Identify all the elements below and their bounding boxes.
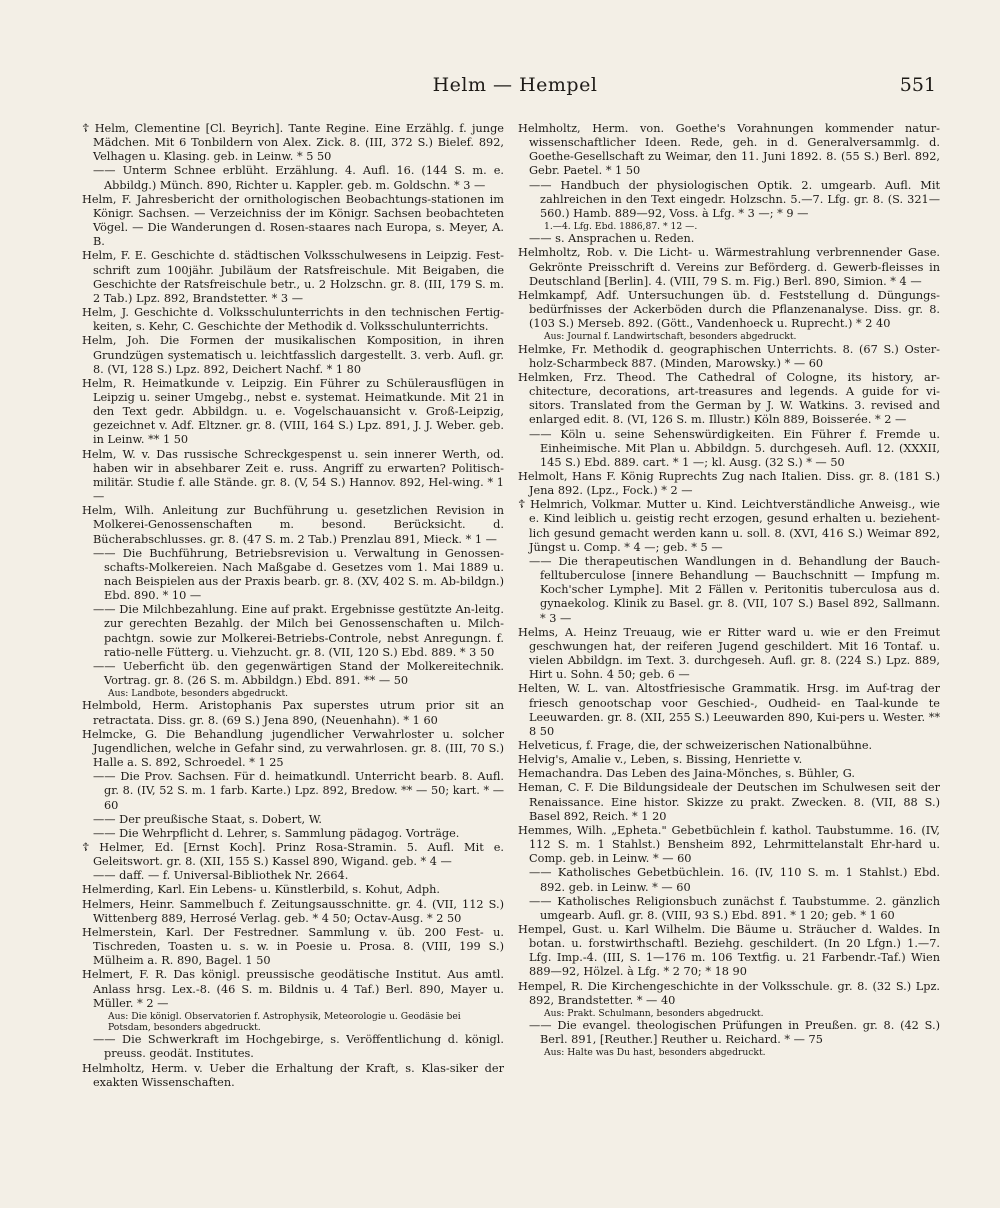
sub-entry: —— Unterm Schnee erblüht. Erzählung. 4. Aufl. 16. (144 S. m. e. Abbildg.) Münch. 890, Richter u. Kappler. geb. m. Goldschn. * 3 — <box>93 164 504 192</box>
sub-entry: —— Katholisches Religionsbuch zunächst f. Taubstumme. 2. gänzlich umgearb. Aufl. gr. 8. (VIII, 93 S.) Ebd. 891. * 1 20; geb. * 1 60 <box>529 894 940 922</box>
bibliography-entry: Helm, Joh. Die Formen der musikalischen Komposition, in ihren Grundzügen systematisch u. leichtfasslich dargestellt. 3. verb. Aufl. gr. 8. (VI, 128 S.) Lpz. 892, Deichert Nachf. * 1 80 <box>82 334 504 376</box>
sub-entry: —— s. Ansprachen u. Reden. <box>529 232 695 246</box>
sub-entry: —— Ueberficht üb. den gegenwärtigen Stand der Molkereitechnik. Vortrag. gr. 8. (26 S. m. Abbildgn.) Ebd. 891. ** — 50 <box>93 659 504 688</box>
sub-entry: —— Die Schwerkraft im Hochgebirge, s. Veröffentlichung d. königl. preuss. geodät. Institutes. <box>93 1033 504 1061</box>
bibliography-entry: Heman, C. F. Die Bildungsideale der Deutschen im Schulwesen seit der Renaissance. Eine histor. Skizze zu prakt. Zwecken. 8. (VII, 88 S.) Basel 892, Reich. * 1 20 <box>518 781 940 823</box>
entry-note: Aus: Halte was Du hast, besonders abgedruckt. <box>544 1047 766 1059</box>
bibliography-entry: Helmerstein, Karl. Der Festredner. Sammlung v. üb. 200 Fest- u. Tischreden, Toasten u. s. w. in Poesie u. Prosa. 8. (VIII, 199 S.) Mülheim a. R. 890, Bagel. 1 50 <box>82 925 504 968</box>
bibliography-entry: Helm, F. Jahresbericht der ornithologischen Beobachtungs-stationen im Königr. Sachsen. — Verzeichniss der im Königr. Sachsen beobachteten Vögel. — Die Wanderungen d. Rosen-staares nach Europa, s. Meyer, A. B. <box>82 192 504 249</box>
bibliography-entry: Helmert, F. R. Das königl. preussische geodätische Institut. Aus amtl. Anlass hrsg. Lex.-8. (46 S. m. Bildnis u. 4 Taf.) Berl. 890, Mayer u. Müller. * 2 — <box>82 968 504 1010</box>
bibliography-entry: ☦ Helmrich, Volkmar. Mutter u. Kind. Leichtverständliche Anweisg., wie e. Kind leiblich u. geistig recht erzogen, gesund erhalten u. beziehent-lich gesund gemacht werden kann u. soll. 8. (XVI, 416 S.) Weimar 892, Jüngst u. Comp. * 4 —; geb. * 5 — <box>518 498 940 554</box>
bibliography-entry: Helmbold, Herm. Aristophanis Pax superstes utrum prior sit an retractata. Diss. gr. 8. (69 S.) Jena 890, (Neuenhahn). * 1 60 <box>82 699 504 727</box>
entry-note: Aus: Journal f. Landwirtschaft, besonders abgedruckt. <box>544 331 797 343</box>
sub-entry: —— Köln u. seine Sehenswürdigkeiten. Ein Führer f. Fremde u. Einheimische. Mit Plan u. Abbildgn. 5. durchgeseh. Aufl. 12. (XXXII, 145 S.) Ebd. 889. cart. * 1 —; kl. Ausg. (32 S.) * — 50 <box>529 427 940 469</box>
sub-entry: —— Die evangel. theologischen Prüfungen in Preußen. gr. 8. (42 S.) Berl. 891, [Reuther.] Reuther u. Reichard. * — 75 <box>529 1019 940 1047</box>
bibliography-entry: Helm, J. Geschichte d. Volksschulunterrichts in den technischen Fertig-keiten, s. Kehr, C. Geschichte der Methodik d. Volksschulunterrichts. <box>82 306 504 334</box>
bibliography-entry: ☦ Helm, Clementine [Cl. Beyrich]. Tante Regine. Eine Erzählg. f. junge Mädchen. Mit 6 Tonbildern von Alex. Zick. 8. (III, 372 S.) Bielef. 892, Velhagen u. Klasing. geb. in Leinw. * 5 50 <box>82 122 504 164</box>
sub-entry: —— Die Milchbezahlung. Eine auf prakt. Ergebnisse gestützte An-leitg. zur gerechten Bezahlg. der Milch bei Genossenschaften u. Milch-pachtgn. sowie zur Molkerei-Betriebs-Controle, nebst Anregungn. f. ratio-nelle Fütterg. u. Viehzucht. gr. 8. (VII, 120 S.) Ebd. 889. * 3 50 <box>93 603 504 659</box>
entry-note: Aus: Prakt. Schulmann, besonders abgedruckt. <box>544 1007 764 1019</box>
bibliography-entry: Helmcke, G. Die Behandlung jugendlicher Verwahrloster u. solcher Jugendlichen, welche in Gefahr sind, zu verwahrlosen. gr. 8. (III, 70 S.) Halle a. S. 892, Schroedel. * 1 25 <box>82 727 504 770</box>
sub-entry: —— Die Wehrpflicht d. Lehrer, s. Sammlung pädagog. Vorträge. <box>93 826 460 840</box>
bibliography-entry: Helmers, Heinr. Sammelbuch f. Zeitungsausschnitte. gr. 4. (VII, 112 S.) Wittenberg 889, Herrosé Verlag. geb. * 4 50; Octav-Ausg. * 2 50 <box>82 897 504 925</box>
left-column <box>82 122 504 1188</box>
bibliography-entry: ☦ Helmer, Ed. [Ernst Koch]. Prinz Rosa-Stramin. 5. Aufl. Mit e. Geleitswort. gr. 8. (XII, 155 S.) Kassel 890, Wigand. geb. * 4 — <box>82 841 504 869</box>
right-column <box>518 122 940 1188</box>
sub-entry: —— Die Prov. Sachsen. Für d. heimatkundl. Unterricht bearb. 8. Aufl. gr. 8. (IV, 52 S. m. 1 farb. Karte.) Lpz. 892, Bredow. ** — 50; kart. * — 60 <box>93 770 504 812</box>
sub-entry: —— Katholisches Gebetbüchlein. 16. (IV, 110 S. m. 1 Stahlst.) Ebd. 892. geb. in Leinw. * — 60 <box>529 866 940 894</box>
bibliography-entry: Helms, A. Heinz Treuaug, wie er Ritter ward u. wie er den Freimut geschwungen hat, der reiferen Jugend geschildert. Mit 16 Tontaf. u. vielen Abbildgn. im Text. 3. durchgeseh. Aufl. gr. 8. (224 S.) Lpz. 889, Hirt u. Sohn. 4 50; geb. 6 — <box>518 625 940 682</box>
entry-note: 1.—4. Lfg. Ebd. 1886,87. * 12 —. <box>544 221 698 233</box>
running-head: Helm — Hempel <box>432 74 598 96</box>
bibliography-entry: Hemmes, Wilh. „Epheta." Gebetbüchlein f. kathol. Taubstumme. 16. (IV, 112 S. m. 1 Stahlst.) Bensheim 892, Lehrmittelanstalt Ehr-hard u. Comp. geb. in Leinw. * — 60 <box>518 823 940 866</box>
entry-note: Aus: Landbote, besonders abgedruckt. <box>108 688 289 700</box>
sub-entry: —— Die Buchführung, Betriebsrevision u. Verwaltung in Genossen-schafts-Molkereien. Nach Maßgabe d. Gesetzes vom 1. Mai 1889 u. nach Beispielen aus der Praxis bearb. gr. 8. (XV, 402 S. m. Ab-bildgn.) Ebd. 890. * 10 — <box>93 546 504 603</box>
bibliography-entry: Helmolt, Hans F. König Ruprechts Zug nach Italien. Diss. gr. 8. (181 S.) Jena 892. (Lpz., Fock.) * 2 — <box>518 470 940 498</box>
bibliography-entry: Helm, Wilh. Anleitung zur Buchführung u. gesetzlichen Revision in Molkerei-Genossenschaften m. besond. Berücksicht. d. Bücherabschlusses. gr. 8. (47 S. m. 2 Tab.) Prenzlau 891, Mieck. * 1 — <box>82 504 504 546</box>
bibliography-entry: Helmkampf, Adf. Untersuchungen üb. d. Feststellung d. Düngungs-bedürfnisses der Ackerböden durch die Pflanzenanalyse. Diss. gr. 8. (103 S.) Merseb. 892. (Gött., Vandenhoeck u. Ruprecht.) * 2 40 <box>518 288 940 331</box>
bibliography-entry: Helm, R. Heimatkunde v. Leipzig. Ein Führer zu Schülerausflügen in Leipzig u. seiner Umgebg., nebst e. systemat. Heimatkunde. Mit 21 in den Text gedr. Abbildgn. u. e. Vogelschauansicht v. Groß-Leipzig, gezeichnet v. Adf. Eltzner. gr. 8. (VIII, 164 S.) Lpz. 891, J. J. Weber. geb. in Leinw. ** 1 50 <box>82 376 504 447</box>
bibliography-entry: Helmholtz, Rob. v. Die Licht- u. Wärmestrahlung verbrennender Gase. Gekrönte Preisschrift d. Vereins zur Beförderg. d. Gewerb-fleisses in Deutschland [Berlin]. 4. (VIII, 79 S. m. Fig.) Berl. 890, Simion. * 4 — <box>518 246 940 288</box>
bibliography-entry: Helmholtz, Herm. von. Goethe's Vorahnungen kommender natur-wissenschaftlicher Ideen. Rede, geh. in d. Generalversammlg. d. Goethe-Gesellschaft zu Weimar, den 11. Juni 1892. 8. (55 S.) Berl. 892, Gebr. Paetel. * 1 50 <box>518 122 940 178</box>
bibliography-entry: Helten, W. L. van. Altostfriesische Grammatik. Hrsg. im Auf-trag der friesch genootschap voor Geschied-, Oudheid- en Taal-kunde te Leeuwarden. gr. 8. (XII, 255 S.) Leeuwarden 890, Kui-pers u. Wester. ** 8 50 <box>518 682 940 738</box>
bibliography-entry: Helmken, Frz. Theod. The Cathedral of Cologne, its history, ar-chitecture, decorations, art-treasures and legends. A guide for vi-sitors. Translated from the German by J. W. Watkins. 3. revised and enlarged edit. 8. (VI, 126 S. m. Illustr.) Köln 889, Boisserée. * 2 — <box>518 370 940 427</box>
two-column-body <box>82 122 940 1188</box>
page-number: 551 <box>899 74 936 96</box>
bibliography-entry: Helmerding, Karl. Ein Lebens- u. Künstlerbild, s. Kohut, Adph. <box>82 883 440 897</box>
bibliography-entry: Hempel, R. Die Kirchengeschichte in der Volksschule. gr. 8. (32 S.) Lpz. 892, Brandstetter. * — 40 <box>518 979 940 1007</box>
bibliography-entry: Helmke, Fr. Methodik d. geographischen Unterrichts. 8. (67 S.) Oster-holz-Scharmbeck 887. (Minden, Marowsky.) * — 60 <box>518 342 940 370</box>
bibliography-entry: Helm, F. E. Geschichte d. städtischen Volksschulwesens in Leipzig. Fest-schrift zum 100jähr. Jubiläum der Ratsfreischule. Mit Beigaben, die Geschichte der Ratsfreischule betr., u. 2 Holzschn. gr. 8. (III, 179 S. m. 2 Tab.) Lpz. 892, Brandstetter. * 3 — <box>82 249 504 305</box>
entry-note: Aus: Die königl. Observatorien f. Astrophysik, Meteorologie u. Geodäsie bei Potsdam, besonders abgedruckt. <box>108 1010 461 1034</box>
sub-entry: —— Handbuch der physiologischen Optik. 2. umgearb. Aufl. Mit zahlreichen in den Text eingedr. Holzschn. 5.—7. Lfg. gr. 8. (S. 321—560.) Hamb. 889—92, Voss. à Lfg. * 3 —; * 9 — <box>529 178 940 220</box>
page-header <box>90 74 940 104</box>
bibliography-entry: Hempel, Gust. u. Karl Wilhelm. Die Bäume u. Sträucher d. Waldes. In botan. u. forstwirthschaftl. Beziehg. geschildert. (In 20 Lfgn.) 1.—7. Lfg. Imp.-4. (III, S. 1—176 m. 106 Textfig. u. 21 Farbendr.-Taf.) Wien 889—92, Hölzel. à Lfg. * 2 70; * 18 90 <box>518 923 940 979</box>
bibliography-entry: Helmholtz, Herm. v. Ueber die Erhaltung der Kraft, s. Klas-siker der exakten Wissenschaften. <box>82 1061 504 1089</box>
sub-entry: —— Der preußische Staat, s. Dobert, W. <box>93 812 322 826</box>
sub-entry: —— Die therapeutischen Wandlungen in d. Behandlung der Bauch-felltuberculose [innere Behandlung — Bauchschnitt — Impfung m. Koch'scher Lymphe]. Mit 2 Fällen v. Peritonitis tuberculosa aus d. gynaekolog. Klinik zu Basel. gr. 8. (VII, 107 S.) Basel 892, Sallmann. * 3 — <box>529 554 940 625</box>
bibliography-entry: Helvig's, Amalie v., Leben, s. Bissing, Henriette v. <box>518 753 803 767</box>
sub-entry: —— daff. — f. Universal-Bibliothek Nr. 2664. <box>93 869 349 883</box>
bibliography-entry: Hemachandra. Das Leben des Jaina-Mönches, s. Bühler, G. <box>518 767 855 781</box>
bibliography-entry: Helveticus, f. Frage, die, der schweizerischen Nationalbühne. <box>518 738 873 752</box>
bibliography-entry: Helm, W. v. Das russische Schreckgespenst u. sein innerer Werth, od. haben wir in absehbarer Zeit e. russ. Angriff zu erwarten? Politisch-militär. Studie f. alle Stände. gr. 8. (V, 54 S.) Hannov. 892, Hel-wing. * 1 — <box>82 447 504 504</box>
